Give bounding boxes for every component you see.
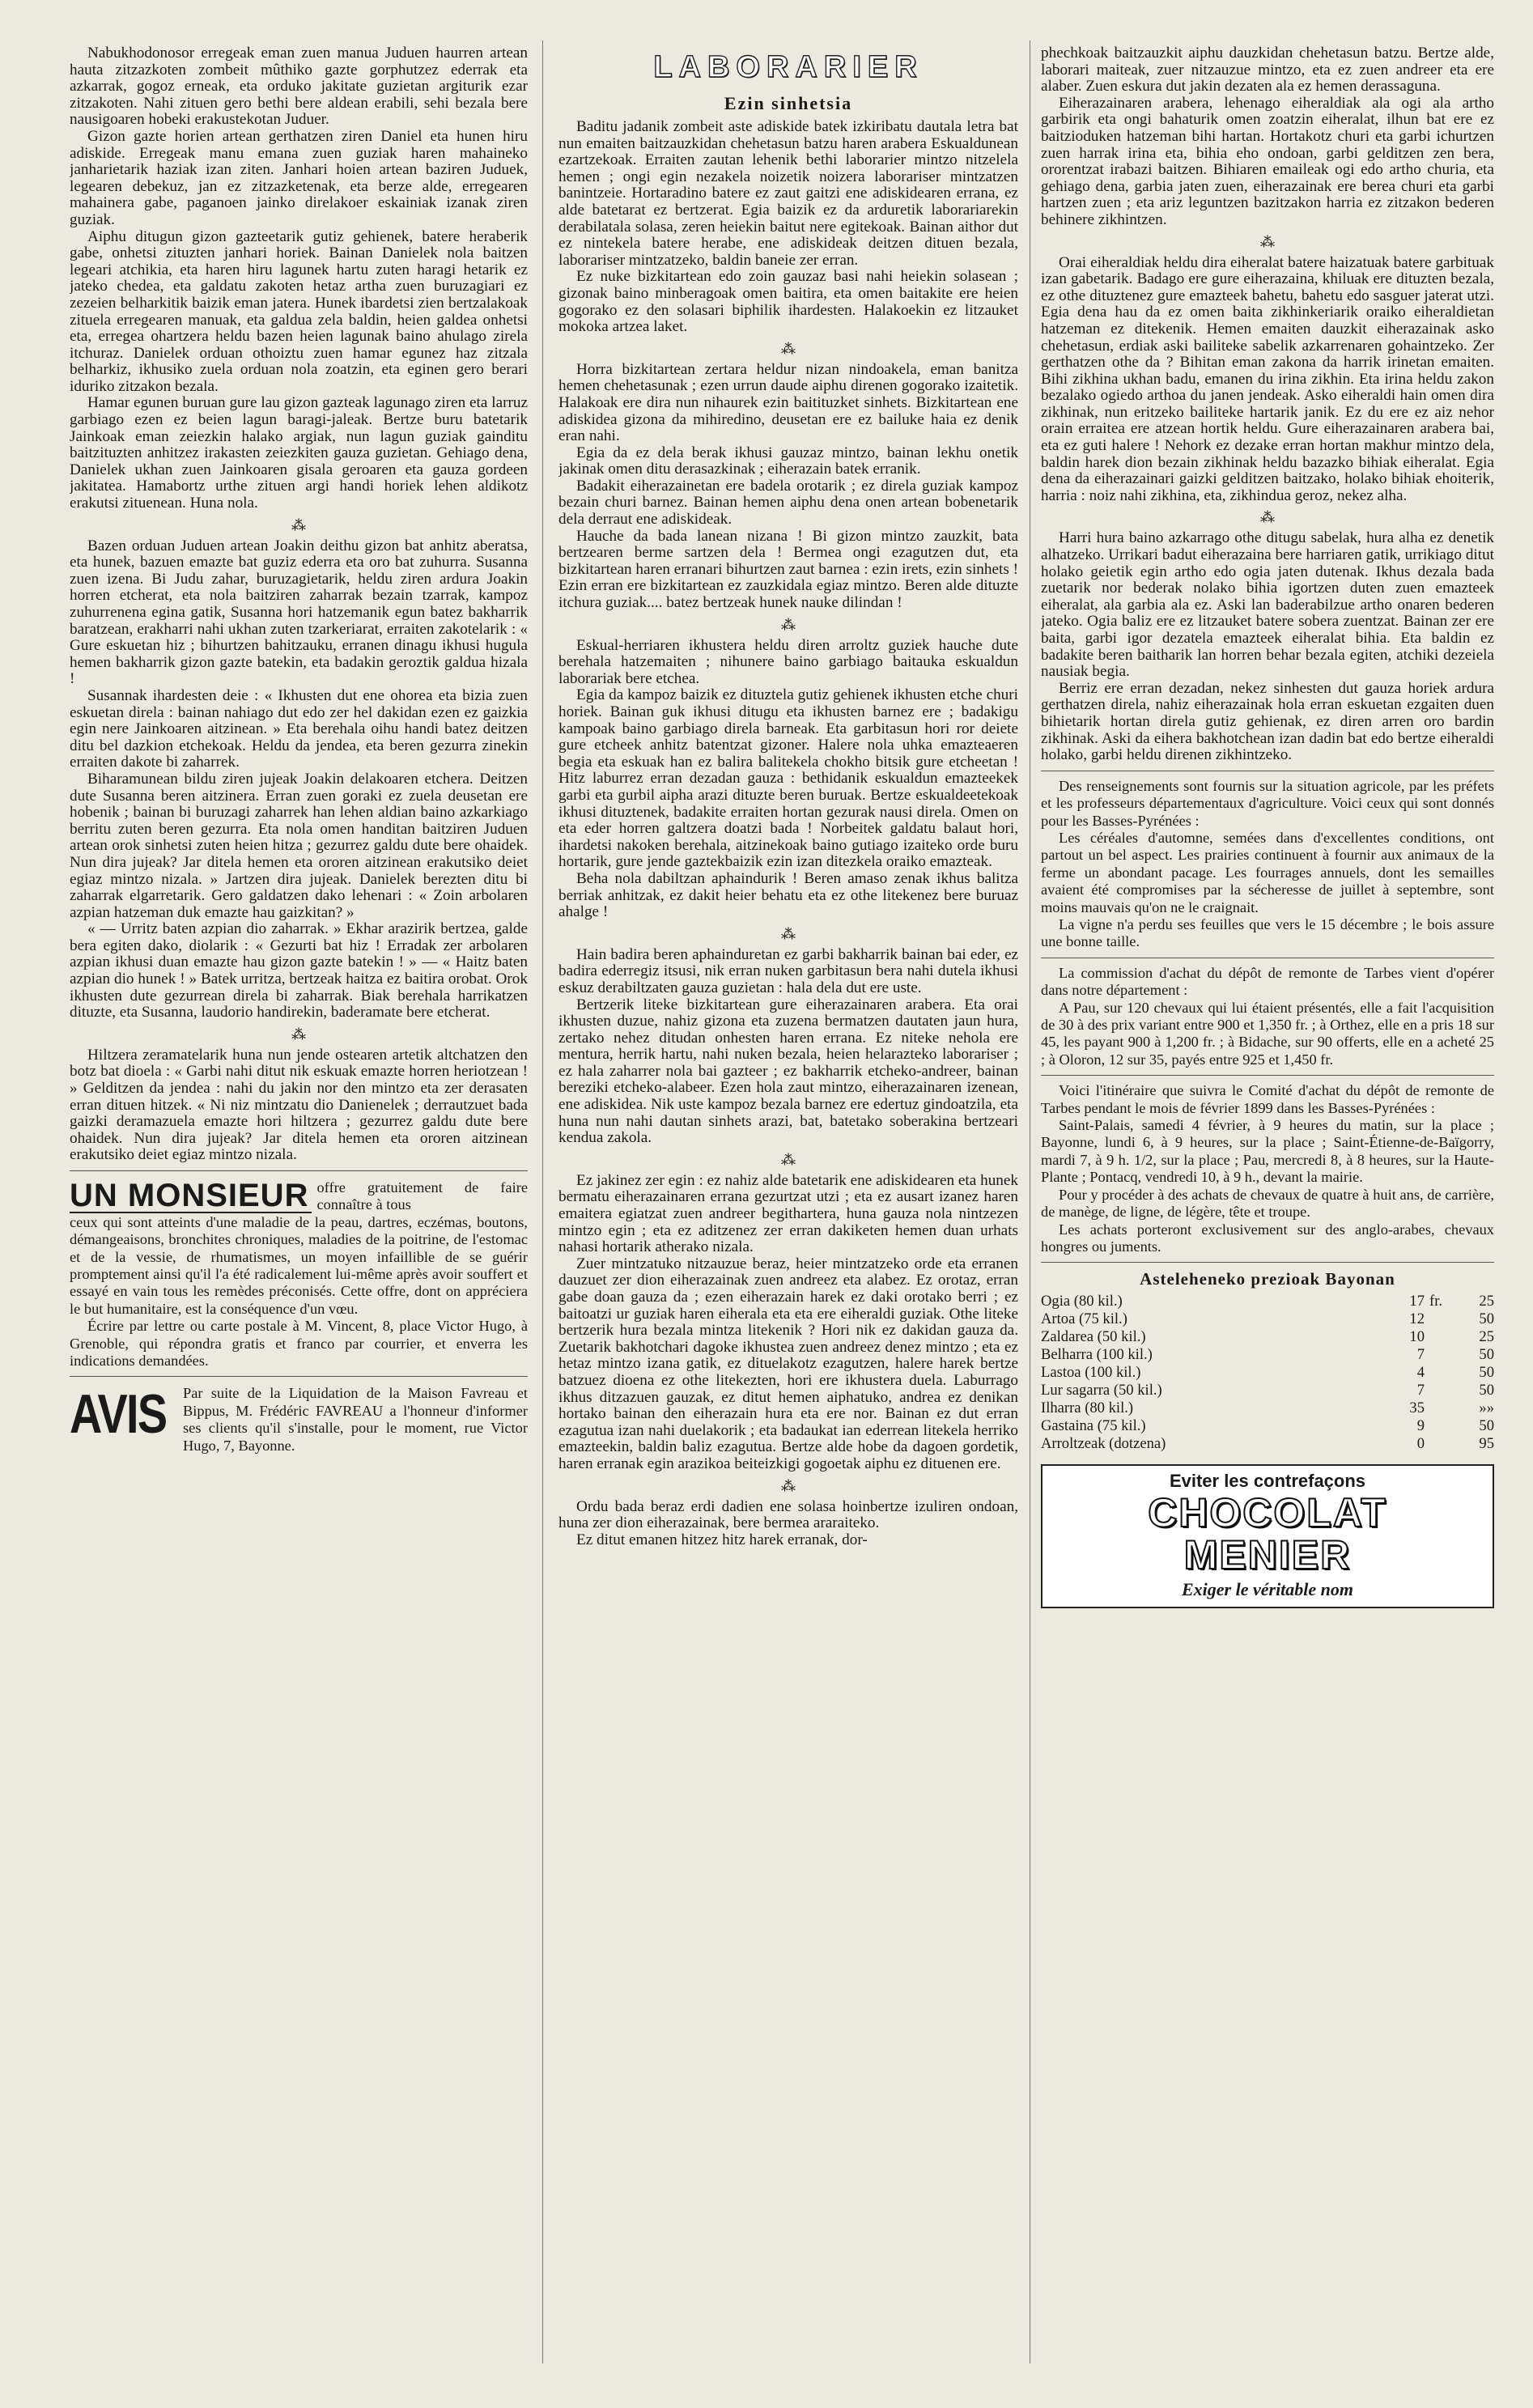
price-francs: 12 <box>1409 1310 1425 1328</box>
price-centimes: 25 <box>1479 1293 1494 1310</box>
avis-headline: AVIS <box>70 1383 167 1446</box>
section-separator: ⁂ <box>781 340 796 357</box>
price-centimes: 95 <box>1479 1435 1494 1453</box>
price-unit <box>1425 1328 1452 1346</box>
article-paragraph: Biharamunean bildu ziren jujeak Joakin delakoaren etchera. Deitzen dute Susanna beren aitzinera. Erran zuen goraki ez zuela deusetan ere hobenik ; bainan bi buruzagi zaharrek han lehen aldian baino azkarkiago berritu zuten beren gezurra. Eta nola omen handitan baitziren Juduen artean orok sinhetsi zuten heien hitza ; gezurrez galdu dute bere ohaidek. Nun dira jujeak? Jar ditela hemen eta ororen aitzinean erakutsiko deiet egiaz mintzo nizala. » Jartzen dira jujeak. Danielek berezten ditu bi zaharrak elgarretarik. Gero galdatzen dako lehenari : « Zoin arbolaren azpian hatzeman duk emazte hau gaizkitan? » <box>70 770 528 921</box>
price-centimes: 50 <box>1479 1310 1494 1328</box>
price-unit <box>1425 1435 1452 1453</box>
article-paragraph: Ordu bada beraz erdi dadien ene solasa hoinbertze izuliren ondoan, huna zer dion eiherazainak, bere bermea araraiteko. <box>558 1497 1018 1532</box>
price-francs: 7 <box>1416 1346 1425 1364</box>
advertisement-monsieur <box>70 1179 528 1370</box>
article-paragraph: Ez jakinez zer egin : ez nahiz alde batetarik ene adiskidearen eta hunek bermatu eiherazainaren errana gezurtzat utzi ; eta ez ausart izanez haren emaitera egiatzat zuen andreer begithartera, huna gauza nola nintzezen mintzo egin ; eta ez aditzenez zer erran dakiketen hemen duan urhats nahasi hortarik atherako nizala. <box>558 1171 1018 1256</box>
price-unit <box>1425 1399 1452 1417</box>
article-paragraph: Baditu jadanik zombeit aste adiskide batek izkiribatu dautala letra bat nun emaiten baitzauzkidan chehetasun batzu haren arabera Eskualdunean ezartzekoak. Erraiten zautan lehenik bethi laborarier mintzo nitzelela hemen ; ongi egin nezakela noizetik noizera laborariser mintzatzen banintzeie. Hortaradino batere ez zaut gaitzi ene adiskidearen errana, ez alde batetarat ez bertzerat. Egia baizik ez da arduretik laborariarekin derabilatala solasa, zeren heiekin baitut nere egitekoak. Bainan aithor dut ez nintekela batere herabe, ene adiskideak deitzen dituen bezala, laborariser mintzatzeko, baldin baneie zer erran. <box>558 118 1018 269</box>
ad-divider <box>70 1170 528 1171</box>
article-paragraph: Horra bizkitartean zertara heldur nizan nindoakela, eman banitza hemen chehetasunak ; ezen urrun daude aiphu direnen gogorako izaitetik. Halakoak ere dira nun nihaurek ezin baitituzket sinhets. Bizkitartean ene adiskidea gizona da mihiredino, deusetan ere ez bailuke haia ez denik eran nahi. <box>558 360 1018 445</box>
price-item: Belharra (100 kil.) <box>1041 1346 1153 1364</box>
price-item: Ogia (80 kil.) <box>1041 1293 1123 1310</box>
ad-headline-tail: offre gratuitement de faire connaître à tous <box>316 1179 528 1213</box>
news-paragraph: A Pau, sur 120 chevaux qui lui étaient présentés, elle a fait l'acquisition de 30 à des prix variant entre 900 et 1,350 fr. ; à Orthez, elle en a pris 18 sur 45, les payant 900 à 1,200 fr. ; à Bidache, sur 90 offerts, elle en a acheté 25 ; à Oloron, 12 sur 35, payés entre 925 et 1,450 fr. <box>1041 999 1494 1068</box>
price-unit <box>1425 1364 1452 1382</box>
advertisement-avis <box>70 1385 528 1455</box>
news-paragraph: Voici l'itinéraire que suivra le Comité d'achat du dépôt de remonte de Tarbes pendant le mois de février 1899 dans les Basses-Pyrénées : <box>1041 1082 1494 1116</box>
price-francs: 7 <box>1416 1382 1425 1399</box>
column-divider <box>542 40 543 2363</box>
price-row <box>1041 1310 1494 1328</box>
price-row <box>1041 1328 1494 1346</box>
price-centimes: 25 <box>1479 1328 1494 1346</box>
article-paragraph: Hiltzera zeramatelarik huna nun jende ostearen artetik altchatzen den botz bat dioela : « Garbi nahi ditut nik eskuak emazte horren heriotzean ! » Gelditzen da jendea : nahi du jakin nor den mintzo eta zer derasaten erran dituen hitzek. « Ni niz mintzatu dio Danienelek ; derrautzuet bada gaizki deramazuela emazte hori hiltzera ; gezurrez galdu dute bere ohaidek. Nun dira jujeak? Jar ditela hemen eta ororen aitzinean erakutsiko deiet egiaz mintzo nizala. <box>70 1046 528 1164</box>
section-divider <box>1041 1075 1494 1076</box>
price-francs: 10 <box>1409 1328 1425 1346</box>
choco-ad-brand: MENIER <box>1183 1532 1352 1578</box>
ad-body: ceux qui sont atteints d'une maladie de la peau, dartres, eczémas, boutons, démangeaisons, bronchites chroniques, maladies de la poitrine, de l'estomac et de la vessie, de rhumatismes, un moyen infaillible de se guérir promptement ainsi qu'il l'a été radicalement lui-même après avoir souffert et essayé en vain tous les remèdes préconisés. Cette offre, dont on appréciera le but humanitaire, est la conséquence d'un vœu. <box>70 1213 528 1317</box>
price-unit <box>1425 1310 1452 1328</box>
article-paragraph: Aiphu ditugun gizon gazteetarik gutiz gehienek, batere heraberik gabe, onhetsi zituzten janhari horiek. Bainan Danielek nola baitzen legeari atchikia, eta haren hiru lagunek hartu zuten haragi hetarik ez jateko chedea, eta galdatu zakoten hetaz artha zuen buruzagiari ez zezeien belharkitik baizik eman jatera. Hunek ibardetsi zien bertzalakoak zituela erregearen manuak, eta galdua zela baldin, heien galdea onhetsi eta, erregea ohartzera heldu bazen heien lagunak baino ahulago zirela itchuraz. Danielek orduan othoiztu zuen hamar egunez haz zitzala belharkiz, ikhusiko zuela orduan nola zoatzin, eta eginen gero berari iduriko zitzakon bezala. <box>70 227 528 395</box>
price-unit <box>1425 1346 1452 1364</box>
avis-body: Par suite de la Liquidation de la Maison Favreau et Bippus, M. Frédéric FAVREAU a l'honneur d'informer ses clients qu'il s'installe, pour le moment, rue Victor Hugo, 7, Bayonne. <box>183 1385 528 1454</box>
price-row <box>1041 1364 1494 1382</box>
chocolat-menier-ad <box>1041 1464 1494 1608</box>
price-row <box>1041 1417 1494 1435</box>
news-paragraph: Des renseignements sont fournis sur la situation agricole, par les préfets et les professeurs départementaux d'agriculture. Voici ceux qui sont donnés pour les Basses-Pyrénées : <box>1041 777 1494 829</box>
price-item: Lur sagarra (50 kil.) <box>1041 1382 1162 1399</box>
price-row <box>1041 1382 1494 1399</box>
section-separator: ⁂ <box>291 516 306 533</box>
news-paragraph: Saint-Palais, samedi 4 février, à 9 heures du matin, sur la place ; Bayonne, lundi 6, à 9 heures, sur la place ; Saint-Étienne-de-Baïgorry, mardi 7, à 9 h. 1/2, sur la place ; Pau, mercredi 8, à 8 heures, sur la Haute-Plante ; Pontacq, vendredi 10, à 9 h., devant la mairie. <box>1041 1117 1494 1186</box>
section-separator: ⁂ <box>1260 509 1275 526</box>
article-paragraph: Gizon gazte horien artean gerthatzen ziren Daniel eta hunen hiru adiskide. Erregeak manu emana zuen guziak haren mahaineko janharietarik haziak izan ziten. Janhari hoien artean baziren Juduek, legearen debekuz, jan ez zitzazketenak, eta berze alde, erregearen mahainera gabe, paganoen jainko direlakoer eskainiak izanak ziren guziak. <box>70 127 528 228</box>
column-right <box>1041 45 1494 2376</box>
choco-ad-line: Eviter les contrefaçons <box>1169 1471 1366 1492</box>
ad-body: Écrire par lettre ou carte postale à M. Vincent, 8, place Victor Hugo, à Grenoble, qui répondra gratis et franco par courrier, et enverra les indications demandées. <box>70 1318 528 1370</box>
price-centimes: 50 <box>1479 1382 1494 1399</box>
price-centimes: 50 <box>1479 1417 1494 1435</box>
price-unit <box>1425 1417 1452 1435</box>
article-paragraph: Egia da kampoz baizik ez dituztela gutiz gehienek ikhusten etche churi horiek. Bainan guk ikhusi ditugu eta ikhusten barnez ere ; badakigu kampoak baino garbiago direla barneak. Eta garbitasun hori ror deiete gure etcheek anhitz batentzat gizoner. Halere nola uhka emazteaeren begia eta eskuak han ez balira balitekela chokho bitsik gure etcheetan ! Hitz laburrez erran dezadan gauza : bethidanik eskualdun emazteekek garbi eta gurbil aipha arazi dituzte beren buruak. Bertze eskualdeetekoak ikhusi dituztenek, badakite erraiten hortan gezurak nausi direla. Omen on eta eder horren galtzera doatzi bada ! Norbeitek galdatu balaut hori, ihardetsi nakoken berehala, aitzinekoak baino gutiago izaiteko orde buru hortarik, gure jende gaztekbaizik ezin izan ditezkela oraiko emazteak. <box>558 686 1018 871</box>
price-centimes: 50 <box>1479 1364 1494 1382</box>
price-item: Artoa (75 kil.) <box>1041 1310 1127 1328</box>
price-francs: 9 <box>1416 1417 1425 1435</box>
choco-ad-brand: CHOCOLAT <box>1148 1490 1387 1536</box>
article-paragraph: Ez ditut emanen hitzez hitz harek erranak, dor- <box>576 1531 868 1548</box>
article-paragraph: Berriz ere erran dezadan, nekez sinhesten dut gauza horiek ardura gerthatzen direla, nahiz eiherazainak hola erran eskuetan ezgaiten duen bihietarik hortan direla gutiz gehienak, ez diren arren oro bardin zikhinak. Aski da eihera bakhotchean izan dadin bat edo bertze eiheraldi holako, garbi heldu direnen zikhintzeko. <box>1041 679 1494 764</box>
article-subtitle: Ezin sinhetsia <box>724 93 853 113</box>
news-paragraph: La commission d'achat du dépôt de remonte de Tarbes vient d'opérer dans notre département : <box>1041 964 1494 999</box>
section-separator: ⁂ <box>781 1151 796 1168</box>
ad-divider <box>70 1376 528 1377</box>
price-unit <box>1425 1382 1452 1399</box>
section-divider <box>1041 1262 1494 1263</box>
article-paragraph: Hamar egunen buruan gure lau gizon gazteak lagunago ziren eta larruz garbiago ezen ez beien lagun baragi-jaleak. Bertze buru batetarik Jainkoak eman zeiezkin halako argiak, nun lagun guziak gainditu baitzituzten anhitzez irakasten zeiezkiten gauza guzietan. Gehiago dena, Danielek ukhan zuen Jainkoaren gisala geroaren eta gauza gordeen jakitatea. Hamabortz urthe zituen argi handi horiek lehen aldikotz erakutsi zituenean. Huna nola. <box>70 394 528 512</box>
article-paragraph: Eiherazainaren arabera, lehenago eiheraldiak ala ogi ala artho garbirik eta ongi bahaturik omen zoatzin eiheralat, ilhun bat ere ez baitzioduken hatzeman bihi hartan. Hortakotz churi eta garbi ichurtzen zuen harrak irina eta, bihia eho ondoan, garbi gelditzen zen bera, ororentzat irabazi baitzen. Bihiaren emaileak ogi edo artho churia, eta gehiago dena, garbia jaten zuen, eiherazainak ere berea churi eta garbi hartzen zuen ; eta ariz leguntzen bazitzakon harria ez zitzakon bederen behinere zikhintzen. <box>1041 94 1494 228</box>
price-table <box>1041 1293 1494 1453</box>
price-item: Zaldarea (50 kil.) <box>1041 1328 1146 1346</box>
section-separator: ⁂ <box>781 616 796 633</box>
section-separator: ⁂ <box>781 925 796 942</box>
article-paragraph: Susannak ihardesten deie : « Ikhusten dut ene ohorea eta bizia zuen eskuetan direla : bainan nahiago dut edo zer hel dakidan ezen ez gaizkia egin nere Jainkoaren aitzinean. » Eta berehala oihu handi batez deitzen ditu bel dazkion etchekoak. Heldu da jendea, eta beren gezurra zinekin erraiten dakote bi zaharrek. <box>70 686 528 771</box>
news-paragraph: Les céréales d'automne, semées dans d'excellentes conditions, ont partout un bel aspect. Les prairies continuent à fournir aux animaux de la ferme un abondant pacage. Les fourrages annuels, dont les semailles avaient été compromises par la sécheresse de juillet à septembre, sont moins mauvais qu'on ne le craignait. <box>1041 829 1494 915</box>
price-list-title: Asteleheneko prezioak Bayonan <box>1140 1269 1395 1289</box>
price-item: Gastaina (75 kil.) <box>1041 1417 1146 1435</box>
article-paragraph: « — Urritz baten azpian dio zaharrak. » Ekhar arazirik bertzea, galde bera egiten dako, diolarik : « Gezurti bat hiz ! Erradak zer arbolaren azpian ikhusi duan emazte hau gizon gazte batekin ! » — « Haitz baten azpian dio hunek ! » Batek urritza, bertzeak haitza ez baitira orobat. Orok ikhusten dute gezurrean direla bi zaharrak. Biak berehala harrikatzen dituzte, eta Susanna, laudorio handirekin, baderamate bere etcherat. <box>70 920 528 1021</box>
article-paragraph: Nabukhodonosor erregeak eman zuen manua Juduen haurren artean hauta zitzazkoten zombeit mûthiko gazte gorphutzez ederrak eta azkarrak, gogoz erneak, eta orduko jakitate guzietan argiturik ezar zitzakoten. Nahi zituen gero bethi bere aldean erabili, sehi bezala bere nausigoaren hobeki erakustekotan Juduer. <box>70 45 528 129</box>
section-separator: ⁂ <box>1260 233 1275 250</box>
price-francs: 35 <box>1409 1399 1425 1417</box>
news-paragraph: La vigne n'a perdu ses feuilles que vers le 15 décembre ; le bois assure une bonne taille. <box>1041 916 1494 950</box>
price-unit: fr. <box>1429 1293 1443 1310</box>
price-item: Lastoa (100 kil.) <box>1041 1364 1141 1382</box>
price-row <box>1041 1346 1494 1364</box>
news-paragraph: Les achats porteront exclusivement sur des anglo-arabes, chevaux hongres ou juments. <box>1041 1221 1494 1255</box>
section-separator: ⁂ <box>781 1477 796 1494</box>
news-paragraph: Pour y procéder à des achats de chevaux de quatre à huit ans, de carrière, de manège, de ligne, de légère, tête et troupe. <box>1041 1186 1494 1221</box>
price-centimes: »» <box>1479 1399 1494 1417</box>
article-paragraph: Bazen orduan Juduen artean Joakin deithu gizon bat anhitz aberatsa, eta hunek, bazuen emazte bat guziz ederra eta oro bat zuhurra. Susanna zuen izena. Bi Judu zahar, buruzagietarik, heldu ziren ardura Joakin horren etcherat, eta nola baitziren zaharrak bezain tzarrak, kampoz zuhurrenena egina gatik, Susanna hori hatzemanik egun batez bakharrik baratzean, erakharri nahi ukhan zuten tzarkeriarat, erraiten zakotelarik : « Gure eskuetan hiz ; bihurtzen bahitzauku, erranen dinagu ikhusi hugula hemen bakharrik gizon gazte batekin, eta badakin geroztik galdua hizala ! <box>70 537 528 688</box>
section-title: LABORARIER <box>653 50 924 84</box>
article-paragraph: Beha nola dabiltzan aphaindurik ! Beren amaso zenak ikhus balitza berriak anhitzak, ez dakit heier behatu eta ez othe litekenez bere buruaz ahalge ! <box>558 869 1018 921</box>
price-francs: 17 <box>1409 1293 1425 1310</box>
price-centimes: 50 <box>1479 1346 1494 1364</box>
column-middle <box>558 45 1018 2376</box>
price-item: Arroltzeak (dotzena) <box>1041 1435 1166 1453</box>
article-paragraph: Bertzerik liteke bizkitartean gure eiherazainaren arabera. Eta orai ikhusten duzue, nahiz gizona eta zuzena bermatzen dautaten jaun hura, zertako nehez ditudan onhesten haren errana. Ez niteke nehola ere mentura, herrik hartu, nahi nuken bezala, heien helarazteko laborariser ; ez hala zaharrer nola bai gazteer ; ez bakharrik etcheko-andreer, bainan bereziki etcheko-alabeer. Ezen hola zaut mintzo, eiherazainaren izenean, ene adiskidea. Nik uste kampoz bezala barnez ere edertuz gindoatzila, eta huna nun nahi dautan sinhets arazi, bat, batetako soberakina bertzeari kendua zakola. <box>558 996 1018 1147</box>
ad-headline: UN MONSIEUR <box>70 1179 312 1213</box>
article-paragraph: phechkoak baitzauzkit aiphu dauzkidan chehetasun batzu. Bertze alde, laborari maiteak, zuer nitzauzue mintzo, eta ez zuen andreer eta ere alaber. Zuen eskura dut jakin dezaten ala ez hemen derassaguna. <box>1041 45 1494 96</box>
article-paragraph: Harri hura baino azkarrago othe ditugu sabelak, hura alha ez denetik alhatzeko. Urrikari badut eiherazaina bere harriaren gatik, urrikiago ditut holako geietik egin artho edo ogia jaten dutenak. Ikhus dezala bada zuetarik nor bederak nolako bihia igortzen duten zuen emazteek eiheralat, ala garbia ala ez. Aski lan baderabilzue artho onaren bederen jateko. Ogia baliz ere ez litzauket batere sobera zuentzat. Bainan zer ere baita, garbi igor dezatela emazteek eiheralat bihia. Eta baldin ez badakite beren baitharik lan horren behar bezala egiten, atchiki dezeiela nausiak begia. <box>1041 529 1494 681</box>
price-row <box>1041 1399 1494 1417</box>
article-paragraph: Hauche da bada lanean nizana ! Bi gizon mintzo zauzkit, bata bertzearen berme sartzen dela ! Bermea ongi ezagutzen dut, eta bizkitartean haren erranari bihurtzen zaut barnea : ezin irets, ezin sinhets ! Ezin erran ere bizkitartean ez zauzkidala egiaz mintzo. Beren alde dituzte itchura guziak.... batez bertzeak hunek nauke dilindan ! <box>558 527 1018 612</box>
article-paragraph: Ez nuke bizkitartean edo zoin gauzaz basi nahi heiekin solasean ; gizonak baino minberagoak omen baitira, eta omen baitakite ere heien gogorako ez den solasari biphilik ihardesten. Halakoekin ez litzauket mokoka artzea laket. <box>558 268 1018 336</box>
article-paragraph: Zuer mintzatuko nitzauzue beraz, heier mintzatzeko orde eta erranen dauzuet zer dion eiherazainak zuen andreez eta alabez. Ez orotaz, erran gabe doan gauza da ; ezen eiherazain harek ez daki orotako berri ; ez baitoatzi ur guziak haren eiherala eta eta ere eiheraldi guziak. Othe liteke bertzerik hura bezala mintza litekenik ? Hori nik ez dakidan gauza da. Zuetarik bakhotchari dagoke ikhustea zuen andreez denez mintzo ; eta ez hetaz mintzo izana gatik, ez dituelakotz ezagutzen, halere harek bertze batzuez dioena ez othe litekezten, hori ere ikhustera duela. Laburrago ikhus ditzazuen gauzak, ez ditut hemen aiphatuko, andrea ez denikan hortako bainan den eiherazain hura eta ere nor. Bainan ez dut erran ezagutua izan nahi duelakorik ; eta badaukat ian ederrean litekela herriko emazteekin, baldin baliz ezagutua. Bertze alde hobe da dagoen gordetik, haren erranak egin arazikoa beiteizkigi gogoetak aiphu ez dituenen ere. <box>558 1255 1018 1472</box>
column-left <box>70 45 528 2376</box>
article-paragraph: Eskual-herriaren ikhustera heldu diren arroltz guziek hauche dute berehala hatzemaiten ; nihunere baino garbiago baitauka eskualdun laborariak bere etchea. <box>558 636 1018 687</box>
price-row <box>1041 1435 1494 1453</box>
price-francs: 4 <box>1416 1364 1425 1382</box>
article-paragraph: Orai eiheraldiak heldu dira eiheralat batere haizatuak batere garbituak izan gabetarik. Badago ere gure eiherazaina, khiluak ere dituzten bezala, ez othe dituztenez gure emazteek bahetu, bahetu edo sasguer jaterat utzi. Egia dena hau da ez omen baita zikhinkeriarik oraiko eiheraldietan hatzeman ez ditekenik. Hemen emaiten dauzkit eiherazainak asko chehetasun, erdiak aski bailiteke sabelik azkarrenaren gohaintzeko. Zer gerthatzen othe da ? Bihitan eman zakona da harrik irinetan emaiten. Bihi zikhina ukhan badu, emanen du irina zikhin. Eta irina heldu zakon bezalako ogiedo arthoa du janen jendeak. Asko eiheraldi hain omen dira zikhinak, nun eritzeko bailiteke hartarik janik. Ez du ere ez aiz nehor orain erraitea ere atzean hortik heldu. Gure eiherazainaren arabera bai, eta ez guti halere ! Nehork ez dezake erran hortan makhur mintzo dela, baldin harek dion bezain zikhinak heldu bazazko bihiak eiheralat. Egia dena da eiherazainari gaizki gelditzen baitzako, holako bihiak ehoiterik, harria : noiz nahi zikhina, eta, zikhindua geroz, nekez alha. <box>1041 253 1494 504</box>
article-paragraph: Badakit eiherazainetan ere badela orotarik ; ez direla guziak kampoz bezain churi barnez. Bainan hemen aiphu dena onen artean bobenetarik dela derraut ene adiskideak. <box>558 477 1018 529</box>
price-francs: 0 <box>1416 1435 1425 1453</box>
article-paragraph: Hain badira beren aphainduretan ez garbi bakharrik bainan bai eder, ez badira ederregiz itsusi, nik erran nuken garbitasun bera nahi dutela ikhusi eskuz derabiltzaten gauza guzietan : hala dela dut ere uste. <box>558 945 1018 996</box>
article-paragraph: Egia da ez dela berak ikhusi gauzaz mintzo, bainan lekhu onetik jakinak omen ditu derasazkinak ; eiherazain batek erranik. <box>558 444 1018 478</box>
price-row <box>1041 1293 1494 1310</box>
price-item: Ilharra (80 kil.) <box>1041 1399 1134 1417</box>
choco-ad-line: Exiger le véritable nom <box>1181 1579 1354 1600</box>
section-separator: ⁂ <box>291 1026 306 1043</box>
